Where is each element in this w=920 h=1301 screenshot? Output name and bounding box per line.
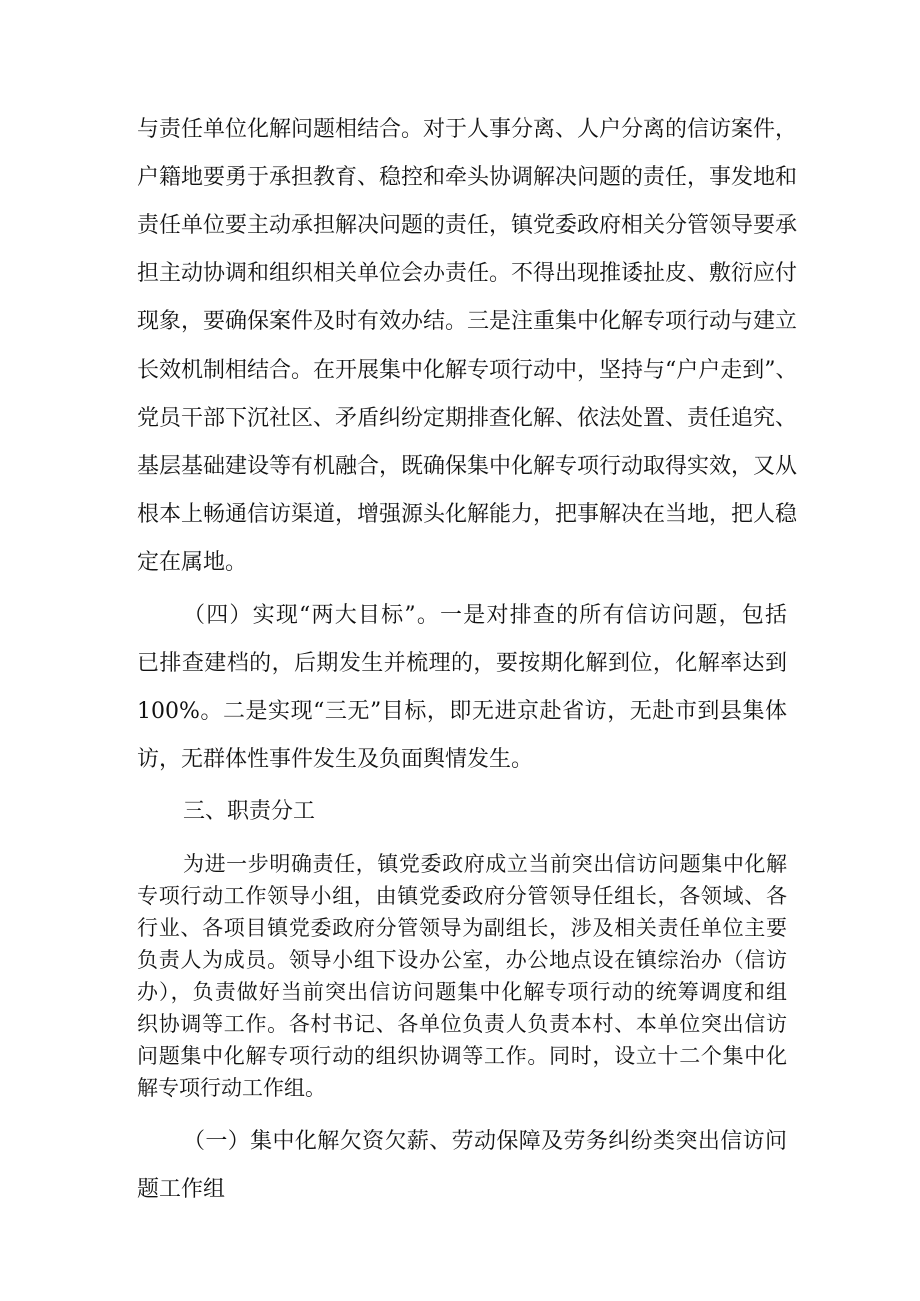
text-line: 已排查建档的，后期发生并梳理的，要按期化解到位，化解率达到 xyxy=(137,651,787,676)
text-line: 长效机制相结合。在开展集中化解专项行动中，坚持与“户户走到”、 xyxy=(137,358,798,383)
text-line: 题工作组 xyxy=(137,1177,226,1202)
text-line: （四）实现“两大目标”。一是对排查的所有信访问题，包括 xyxy=(183,603,787,628)
text-line: 根本上畅通信访渠道，增强源头化解能力，把事解决在当地，把人稳 xyxy=(137,502,798,527)
text-line: 担主动协调和组织相关单位会办责任。不得出现推诿扯皮、敷衍应付 xyxy=(137,261,798,286)
text-line: （一）集中化解欠资欠薪、劳动保障及劳务纠纷类突出信访问 xyxy=(183,1129,787,1154)
text-line: 现象，要确保案件及时有效办结。三是注重集中化解专项行动与建立 xyxy=(137,309,798,334)
text-line: 基层基础建设等有机融合，既确保集中化解专项行动取得实效，又从 xyxy=(137,454,798,479)
text-line: 负责人为成员。领导小组下设办公室，办公地点设在镇综治办（信访 xyxy=(137,948,787,972)
text-line: 与责任单位化解问题相结合。对于人事分离、人户分离的信访案件， xyxy=(137,117,798,142)
text-line: 访，无群体性事件发生及负面舆情发生。 xyxy=(137,747,534,772)
text-line: 解专项行动工作组。 xyxy=(137,1076,326,1100)
text-line: 为进一步明确责任，镇党委政府成立当前突出信访问题集中化解 xyxy=(183,852,787,876)
text-line: 专项行动工作领导小组，由镇党委政府分管领导任组长，各领域、各 xyxy=(137,884,787,908)
text-line: 问题集中化解专项行动的组织协调等工作。同时，设立十二个集中化 xyxy=(137,1044,787,1068)
text-line: 100%。二是实现“三无”目标，即无进京赴省访，无赴市到县集体 xyxy=(137,699,787,724)
text-line: 户籍地要勇于承担教育、稳控和牵头协调解决问题的责任，事发地和 xyxy=(137,165,798,190)
text-line: 织协调等工作。各村书记、各单位负责人负责本村、本单位突出信访 xyxy=(137,1012,787,1036)
text-line: 定在属地。 xyxy=(137,550,248,575)
text-line: 责任单位要主动承担解决问题的责任，镇党委政府相关分管领导要承 xyxy=(137,213,798,238)
text-line: 行业、各项目镇党委政府分管领导为副组长，涉及相关责任单位主要 xyxy=(137,916,787,940)
section-heading: 三、职责分工 xyxy=(183,799,316,824)
text-line: 办），负责做好当前突出信访问题集中化解专项行动的统筹调度和组 xyxy=(137,980,787,1004)
text-line: 党员干部下沉社区、矛盾纠纷定期排查化解、依法处置、责任追究、 xyxy=(137,406,798,431)
